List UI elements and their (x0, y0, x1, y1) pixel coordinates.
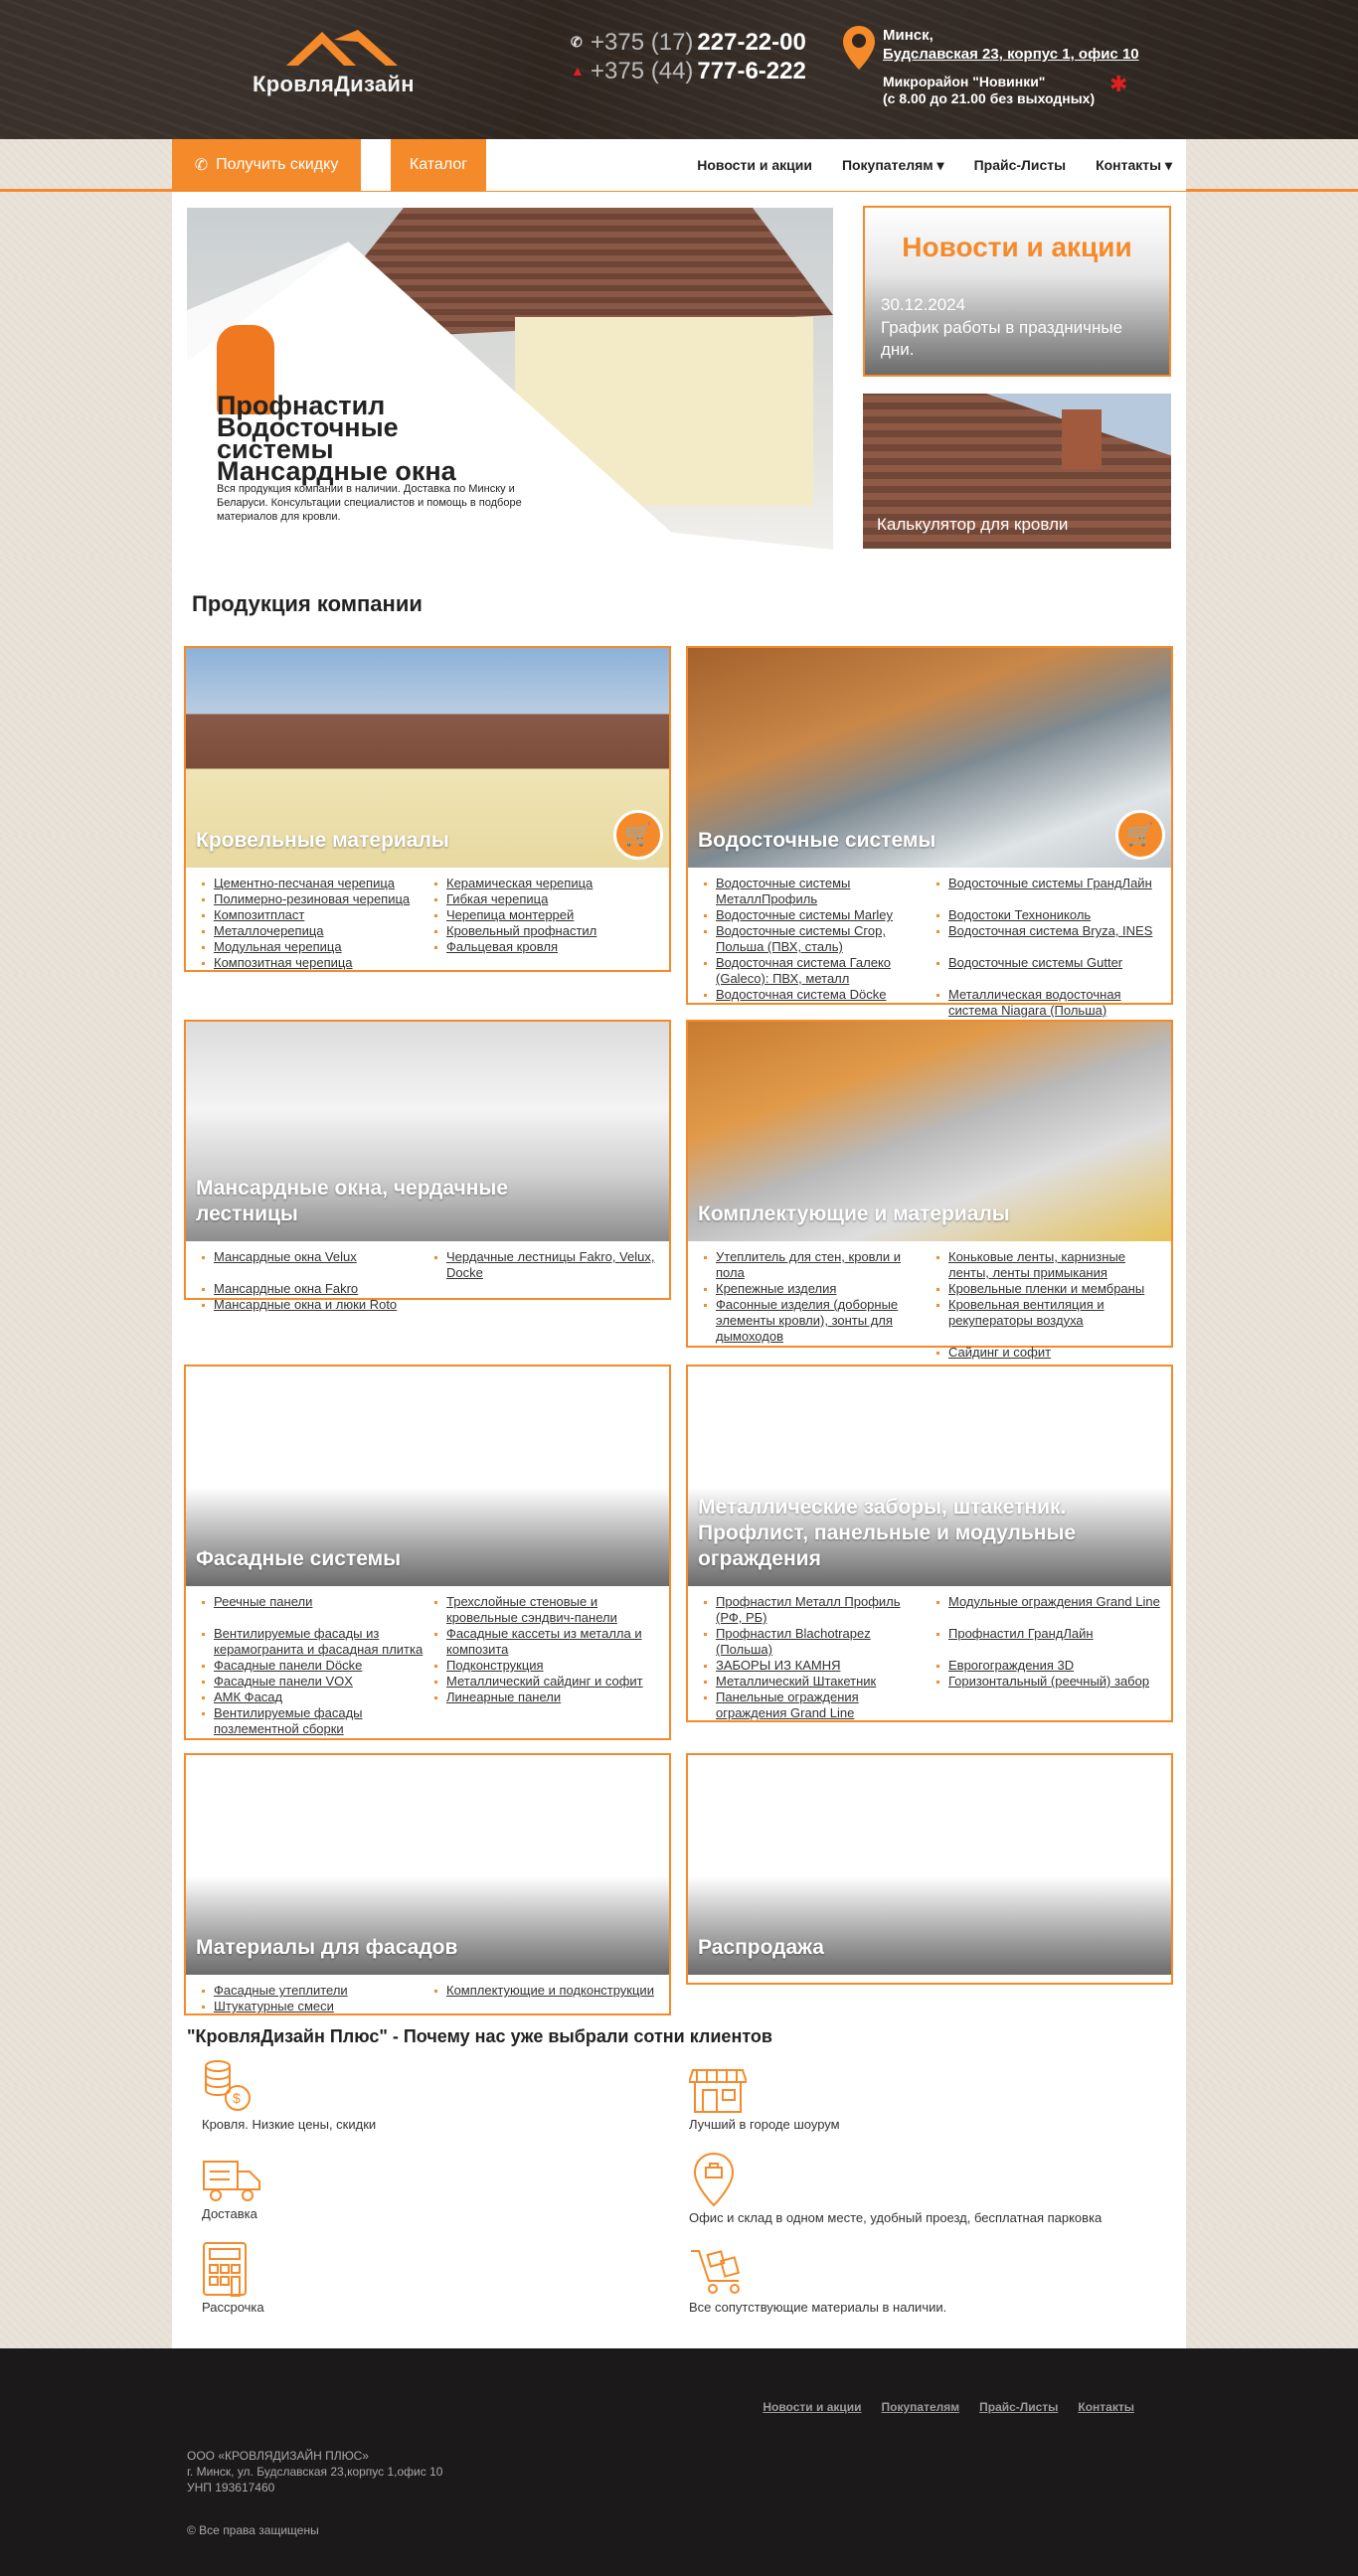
card-title: Мансардные окна, чердачные лестницы (196, 1177, 509, 1225)
card-link[interactable]: Водосточные системы Сгор, Польша (ПВХ, сталь) (716, 923, 886, 954)
card-link[interactable]: ЗАБОРЫ ИЗ КАМНЯ (716, 1658, 841, 1673)
mobile-operator-icon: ▲ (571, 63, 585, 79)
phone-code: +375 (17) (591, 29, 694, 56)
card-link[interactable]: Металлический Штакетник (716, 1674, 877, 1689)
list-item[interactable] (934, 987, 1161, 1019)
list-item[interactable] (934, 1281, 1161, 1297)
card-link[interactable]: Водосточные системы Gutter (948, 955, 1123, 970)
card-image (186, 1367, 669, 1586)
card-link[interactable]: Мансардные окна Fakro (214, 1281, 359, 1296)
phones (571, 28, 806, 85)
list-item[interactable] (200, 1983, 426, 1999)
why-title: "КровляДизайн Плюс" - Почему нас уже выбрали сотни клиентов (187, 2026, 772, 2046)
calculator-icon (202, 2241, 248, 2297)
company-address: г. Минск, ул. Будславская 23,корпус 1,офис 10 (187, 2465, 443, 2479)
card-link[interactable]: Цементно-песчаная черепица (214, 876, 396, 890)
slider-text: Вся продукция компании в наличии. Доставка по Минску и Беларуси. Консультации специалистов и помощь в подборе материалов для кровли. (217, 483, 522, 523)
card-link[interactable]: Мансардные окна Velux (214, 1249, 357, 1264)
why-item (689, 2152, 1102, 2225)
cart-icon[interactable]: 🛒 (1115, 810, 1165, 860)
list-item[interactable] (702, 987, 929, 1019)
products-title: Продукция компании (192, 591, 423, 616)
shop-icon (689, 2066, 747, 2114)
slider-title-line: Водосточные (217, 412, 399, 442)
phone-2[interactable] (571, 57, 806, 85)
card-links (186, 1975, 669, 2018)
coins-icon (202, 2058, 252, 2114)
product-card-drainage[interactable] (686, 646, 1173, 1018)
list-item[interactable] (432, 1690, 659, 1705)
card-title: Комплектующие и материалы (698, 1203, 1010, 1225)
card-title: Водосточные системы (698, 829, 936, 852)
card-link[interactable]: Еврогограждения 3D (948, 1658, 1075, 1673)
slider-title (217, 391, 515, 486)
phone-icon: ✆ (194, 157, 209, 174)
list-item[interactable] (432, 1658, 659, 1674)
card-links (688, 1241, 1171, 1365)
company-name: ООО «КРОВЛЯДИЗАЙН ПЛЮС» (187, 2449, 369, 2463)
site-header (0, 0, 1358, 139)
card-link[interactable]: Фасадные утеплители (214, 1983, 348, 1998)
card-link[interactable]: Металлический сайдинг и софит (446, 1674, 643, 1689)
card-link[interactable]: Вентилируемые фасады позлементной сборки (214, 1705, 363, 1736)
product-card-facades[interactable] (184, 1365, 671, 1740)
card-links (186, 1241, 669, 1317)
why-text: Кровля. Низкие цены, скидки (202, 2117, 377, 2132)
card-image (688, 1367, 1171, 1586)
hero-slider[interactable] (187, 208, 833, 550)
list-item[interactable] (432, 1249, 659, 1281)
address-district: Микрорайон "Новинки" (883, 74, 1046, 89)
card-title: Фасадные системы (196, 1547, 402, 1570)
card-link[interactable]: Композитная черепица (214, 955, 353, 970)
slider-title-line: Мансардные окна (217, 456, 456, 486)
card-link[interactable]: Керамическая черепица (446, 876, 594, 890)
logo-text: КровляДизайн (253, 72, 415, 96)
location-icon (689, 2152, 739, 2207)
phone-code: +375 (44) (591, 58, 694, 84)
card-link[interactable]: Композитпласт (214, 907, 305, 922)
card-link[interactable]: Мансардные окна и люки Roto (214, 1297, 398, 1312)
card-link[interactable]: Металлическая водосточная система Niagara (Польша) (948, 987, 1121, 1018)
list-item[interactable] (200, 1658, 426, 1674)
list-item[interactable] (702, 876, 929, 907)
truck-icon (202, 2158, 261, 2203)
card-link[interactable]: Фасадные панели VOX (214, 1674, 353, 1689)
calculator-label: Калькулятор для кровли (877, 515, 1069, 534)
card-link[interactable]: Крепежные изделия (716, 1281, 837, 1296)
work-hours: (с 8.00 до 21.00 без выходных) (883, 90, 1096, 106)
phone-1[interactable] (571, 28, 806, 57)
footer-link-buyers[interactable]: Покупателям (881, 2400, 960, 2414)
list-item[interactable] (934, 923, 1161, 955)
card-link[interactable]: Профнастил ГрандЛайн (948, 1626, 1094, 1641)
card-link[interactable]: Водосточные системы ГрандЛайн (948, 876, 1152, 890)
card-link[interactable]: Фасадные панели Döcke (214, 1658, 363, 1673)
nav-news[interactable]: Новости и акции (697, 156, 812, 173)
cart-icon[interactable]: 🛒 (613, 810, 663, 860)
product-card-roofing[interactable] (184, 646, 671, 972)
catalog-button[interactable]: Каталог (391, 139, 486, 191)
list-item[interactable] (934, 1658, 1161, 1674)
card-link[interactable]: Линеарные панели (446, 1690, 562, 1704)
card-image (186, 648, 669, 868)
card-link[interactable]: Модульные ограждения Grand Line (948, 1594, 1160, 1609)
footer-legal (187, 2448, 442, 2496)
card-image (186, 1755, 669, 1975)
card-link[interactable]: Утеплитель для стен, кровли и пола (716, 1249, 901, 1280)
list-item[interactable] (200, 1626, 426, 1658)
product-card-roof-windows[interactable] (184, 1020, 671, 1312)
card-link[interactable]: Чердачные лестницы Fakro, Velux, Docke (446, 1249, 655, 1280)
card-link[interactable]: Гибкая черепица (446, 891, 549, 906)
list-item[interactable] (432, 907, 659, 923)
list-item[interactable] (934, 907, 1161, 923)
list-item[interactable] (200, 907, 426, 923)
list-item[interactable] (200, 1999, 426, 2014)
list-item[interactable] (934, 1345, 1161, 1361)
list-item[interactable] (200, 1674, 426, 1690)
list-item[interactable] (702, 1297, 929, 1345)
list-item[interactable] (200, 955, 426, 971)
card-image (688, 1022, 1171, 1241)
news-banner-title: Новости и акции (902, 232, 1132, 262)
why-item (689, 2066, 840, 2132)
phone-number: 227-22-00 (697, 29, 806, 56)
card-link[interactable]: Вентилируемые фасады из керамогранита и фасадная плитка (214, 1626, 424, 1657)
list-item[interactable] (702, 1281, 929, 1297)
card-links (688, 1586, 1171, 1725)
card-image (688, 648, 1171, 868)
footer-link-news[interactable]: Новости и акции (763, 2400, 862, 2414)
card-link[interactable]: Фасонные изделия (доборные элементы кровли), зонты для дымоходов (716, 1297, 899, 1344)
product-card-fences[interactable] (686, 1365, 1173, 1722)
list-item[interactable] (432, 1594, 659, 1626)
why-item (202, 2241, 264, 2315)
why-item (202, 2158, 261, 2221)
roof-calculator-banner[interactable] (863, 394, 1171, 549)
card-image (688, 1755, 1171, 1975)
list-item[interactable] (200, 923, 426, 939)
list-item[interactable] (200, 1705, 426, 1737)
list-item[interactable] (432, 876, 659, 891)
card-link[interactable]: АМК Фасад (214, 1690, 283, 1704)
nav-contacts[interactable]: Контакты ▾ (1096, 156, 1172, 173)
logo[interactable] (253, 26, 433, 95)
nav-buyers[interactable]: Покупателям ▾ (841, 156, 944, 173)
list-item[interactable] (200, 876, 426, 891)
news-banner[interactable] (863, 206, 1171, 377)
list-item[interactable] (432, 1983, 659, 1999)
chimney-image (1062, 409, 1102, 469)
list-item[interactable] (200, 1297, 426, 1313)
list-item[interactable] (702, 1249, 929, 1281)
why-item (202, 2058, 376, 2132)
list-item[interactable] (702, 1658, 929, 1674)
slider-title-line: системы (217, 434, 334, 464)
card-title: Кровельные материалы (196, 829, 449, 852)
why-text: Доставка (202, 2206, 257, 2221)
news-date: 30.12.2024 (881, 295, 966, 314)
why-text: Офис и склад в одном месте, удобный проезд, бесплатная парковка (689, 2210, 1103, 2225)
list-item[interactable] (432, 1674, 659, 1690)
list-item[interactable] (200, 1281, 426, 1297)
why-text: Все сопутствующие материалы в наличии. (689, 2300, 947, 2315)
card-link[interactable]: Панельные ограждения ограждения Grand Line (716, 1690, 859, 1720)
card-title: Распродажа (698, 1936, 824, 1959)
card-link[interactable]: Водосточная система Bryza, INES (948, 923, 1153, 938)
list-item[interactable] (702, 1594, 929, 1626)
card-link[interactable]: Штукатурные смеси (214, 1999, 334, 2013)
list-item[interactable] (934, 1626, 1161, 1658)
list-item[interactable] (432, 1626, 659, 1658)
address-street[interactable]: Будславская 23, корпус 1, офис 10 (883, 46, 1139, 63)
product-card-facade-materials[interactable] (184, 1753, 671, 2015)
list-item[interactable] (432, 939, 659, 955)
card-link[interactable]: Модульная черепица (214, 939, 342, 954)
card-links (688, 868, 1171, 1023)
list-item[interactable] (934, 1674, 1161, 1690)
card-image (186, 1022, 669, 1241)
card-link[interactable]: Черепица монтеррей (446, 907, 575, 922)
list-item[interactable] (200, 1690, 426, 1705)
card-links (186, 1586, 669, 1741)
card-link[interactable]: Профнастил Металл Профиль (РФ, РБ) (716, 1594, 901, 1625)
list-item[interactable] (702, 1690, 929, 1721)
phone-number: 777-6-222 (697, 58, 806, 84)
card-link[interactable]: Профнастил Blachotrapez (Польша) (716, 1626, 871, 1657)
company-unp: УНП 193617460 (187, 2481, 275, 2495)
card-link[interactable]: Сайдинг и софит (948, 1345, 1052, 1360)
star-icon: ✱ (1109, 72, 1128, 96)
product-card-sale[interactable] (686, 1753, 1173, 1985)
card-link[interactable]: Кровельный профнастил (446, 923, 597, 938)
card-link[interactable]: Кровельные пленки и мембраны (948, 1281, 1145, 1296)
why-item (689, 2245, 946, 2315)
card-link[interactable]: Водосточные системы Marley (716, 907, 894, 922)
card-link[interactable]: Подконструкция (446, 1658, 544, 1673)
list-item[interactable] (432, 923, 659, 939)
copyright: © Все права защищены (187, 2523, 319, 2537)
card-link[interactable]: Коньковые ленты, карнизные ленты, ленты примыкания (948, 1249, 1126, 1280)
why-text: Рассрочка (202, 2300, 264, 2315)
phone-icon: ✆ (571, 34, 583, 50)
list-item[interactable] (934, 1297, 1161, 1345)
card-link[interactable]: Водостоки Технониколь (948, 907, 1092, 922)
card-link[interactable]: Металлочерепица (214, 923, 324, 938)
main-content (172, 192, 1186, 2348)
list-item[interactable] (200, 891, 426, 907)
list-item[interactable] (432, 891, 659, 907)
roof-logo-icon (282, 26, 402, 70)
get-discount-button[interactable] (172, 139, 361, 191)
card-link[interactable]: Кровельная вентиляция и рекуператоры воздуха (948, 1297, 1104, 1328)
card-links (186, 868, 669, 975)
list-item[interactable] (934, 1249, 1161, 1281)
location-pin-icon (843, 26, 875, 70)
list-item[interactable] (934, 955, 1161, 987)
footer-link-contacts[interactable]: Контакты (1078, 2400, 1134, 2414)
card-title: Материалы для фасадов (196, 1936, 458, 1959)
list-item[interactable] (934, 1594, 1161, 1626)
why-text: Лучший в городе шоурум (689, 2117, 840, 2132)
list-item[interactable] (702, 923, 929, 955)
footer-link-pricelists[interactable]: Прайс-Листы (979, 2400, 1059, 2414)
list-item[interactable] (934, 876, 1161, 907)
main-nav (172, 139, 1186, 191)
card-link[interactable]: Водосточная система Галеко (Galeco): ПВХ, металл (716, 955, 892, 986)
card-link[interactable]: Фальцевая кровля (446, 939, 559, 954)
list-item[interactable] (200, 1594, 426, 1626)
card-title: Металлические заборы, штакетник. Профлист, панельные и модульные ограждения (698, 1496, 1077, 1570)
card-link[interactable]: Комплектующие и подконструкции (446, 1983, 654, 1998)
nav-pricelists[interactable]: Прайс-Листы (973, 156, 1067, 173)
site-footer (0, 2348, 1358, 2576)
product-card-accessories[interactable] (686, 1020, 1173, 1360)
card-link[interactable]: Горизонтальный (реечный) забор (948, 1674, 1150, 1689)
card-link[interactable]: Водосточная система Döcke (716, 987, 887, 1002)
list-item[interactable] (200, 1249, 426, 1281)
card-link[interactable]: Фасадные кассеты из металла и композита (446, 1626, 642, 1657)
list-item[interactable] (702, 907, 929, 923)
get-discount-label: Получить скидку (216, 156, 339, 173)
card-link[interactable]: Полимерно-резиновая черепица (214, 891, 411, 906)
footer-nav (763, 2400, 1134, 2414)
card-link[interactable]: Трехслойные стеновые и кровельные сэндвич-панели (446, 1594, 617, 1625)
list-item[interactable] (200, 939, 426, 955)
card-link[interactable]: Водосточные системы МеталлПрофиль (716, 876, 851, 906)
slider-title-line: Профнастил (217, 391, 386, 420)
list-item[interactable] (702, 1674, 929, 1690)
list-item[interactable] (702, 1626, 929, 1658)
address-city: Минск, (883, 27, 934, 44)
svg-text:$: $ (233, 2090, 241, 2106)
news-text: График работы в праздничные дни. (881, 318, 1123, 359)
card-link[interactable]: Реечные панели (214, 1594, 313, 1609)
list-item[interactable] (702, 955, 929, 987)
address-block (843, 26, 1139, 107)
cart-icon (689, 2245, 749, 2297)
